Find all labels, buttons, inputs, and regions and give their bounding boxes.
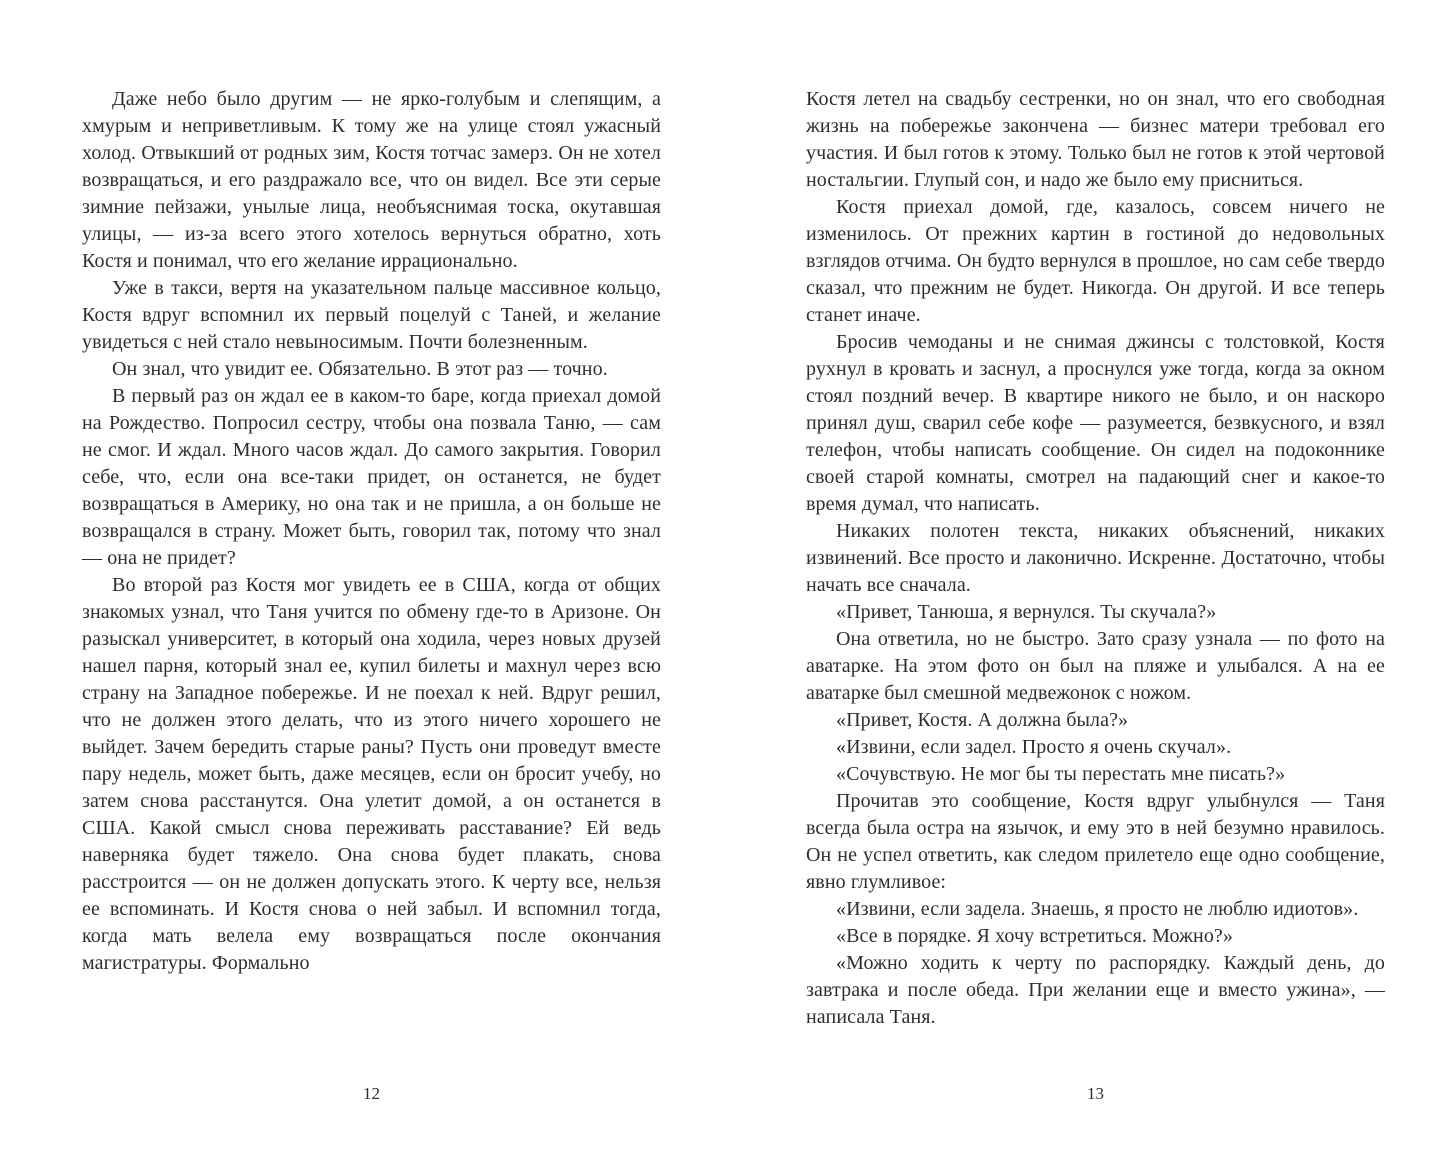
page-left-text-column [82, 86, 661, 977]
page-number-left: 12 [363, 1084, 380, 1103]
paragraph: «Привет, Костя. А должна была?» [836, 709, 1129, 731]
paragraph: Он знал, что увидит ее. Обязательно. В этот раз — точно. [112, 358, 608, 380]
paragraph: Никаких полотен текста, никаких объяснений, никаких извинений. Все просто и лаконично. Искренне. Достаточно, чтобы начать все сначала. [806, 520, 1385, 596]
paragraph: Костя приехал домой, где, казалось, совсем ничего не изменилось. От прежних картин в гостиной до недовольных взглядов отчима. Он будто вернулся в прошлое, но сам себе твердо сказал, что прежним не будет. Никогда. Он другой. И все теперь станет иначе. [806, 196, 1385, 326]
paragraph: «Сочувствую. Не мог бы ты перестать мне писать?» [836, 763, 1286, 785]
paragraph: «Извини, если задел. Просто я очень скучал». [836, 736, 1232, 758]
page-right-text-column [806, 86, 1385, 1031]
paragraph: Во второй раз Костя мог увидеть ее в США, когда от общих знакомых узнал, что Таня учится по обмену где-то в Аризоне. Он разыскал университет, в который она ходила, через новых друзей нашел парня, который знал ее, купил билеты и махнул через всю страну на Западное побережье. И не поехал к ней. Вдруг решил, что не должен этого делать, что из этого ничего хорошего не выйдет. Зачем бередить старые раны? Пусть они проведут вместе пару недель, может быть, даже месяцев, если он бросит учебу, но затем снова расстанутся. Она улетит домой, а он останется в США. Какой смысл снова переживать расставание? Ей ведь наверняка будет тяжело. Она снова будет плакать, снова расстроится — он не должен допускать этого. К черту все, нельзя ее вспоминать. И Костя снова о ней забыл. И вспомнил тогда, когда мать велела ему возвращаться после окончания магистратуры. Формально [82, 574, 661, 974]
paragraph: Прочитав это сообщение, Костя вдруг улыбнулся — Таня всегда была остра на язычок, и ему это в ней безумно нравилось. Он не успел ответить, как следом прилетело еще одно сообщение, явно глумливое: [806, 790, 1385, 893]
paragraph: В первый раз он ждал ее в каком-то баре, когда приехал домой на Рождество. Попросил сестру, чтобы она позвала Таню, — сам не смог. И ждал. Много часов ждал. До самого закрытия. Говорил себе, что, если она все-таки придет, он останется, не будет возвращаться в Америку, но она так и не пришла, а он больше не возвращался в страну. Может быть, говорил так, потому что знал — она не придет? [82, 385, 661, 569]
page-number-right: 13 [1087, 1084, 1104, 1103]
paragraph: «Все в порядке. Я хочу встретиться. Можно?» [836, 925, 1234, 947]
paragraph: «Привет, Танюша, я вернулся. Ты скучала?» [836, 601, 1217, 623]
paragraph: «Извини, если задела. Знаешь, я просто не люблю идиотов». [836, 898, 1359, 920]
paragraph: Она ответила, но не быстро. Зато сразу узнала — по фото на аватарке. На этом фото он был на пляже и улыбался. А на ее аватарке был смешной медвежонок с ножом. [806, 628, 1385, 704]
paragraph: Даже небо было другим — не ярко-голубым и слепящим, а хмурым и неприветливым. К тому же на улице стоял ужасный холод. Отвыкший от родных зим, Костя тотчас замерз. Он не хотел возвращаться, и его раздражало все, что он видел. Все эти серые зимние пейзажи, унылые лица, необъяснимая тоска, окутавшая улицы, — из-за всего этого хотелось вернуться обратно, хоть Костя и понимал, что его желание иррационально. [82, 88, 661, 272]
paragraph: Уже в такси, вертя на указательном пальце массивное кольцо, Костя вдруг вспомнил их первый поцелуй с Таней, и желание увидеться с ней стало невыносимым. Почти болезненным. [82, 277, 661, 353]
paragraph: «Можно ходить к черту по распорядку. Каждый день, до завтрака и после обеда. При желании еще и вместо ужина», — написала Таня. [806, 952, 1385, 1028]
paragraph-continuation: Костя летел на свадьбу сестренки, но он знал, что его свободная жизнь на побережье закончена — бизнес матери требовал его участия. И был готов к этому. Только был не готов к этой чертовой ностальгии. Глупый сон, и надо же было ему присниться. [806, 88, 1385, 191]
paragraph: Бросив чемоданы и не снимая джинсы с толстовкой, Костя рухнул в кровать и заснул, а проснулся уже тогда, когда за окном стоял поздний вечер. В квартире никого не было, и он наскоро принял душ, сварил себе кофе — разумеется, безвкусного, и взял телефон, чтобы написать сообщение. Он сидел на подоконнике своей старой комнаты, смотрел на падающий снег и какое-то время думал, что написать. [806, 331, 1385, 515]
